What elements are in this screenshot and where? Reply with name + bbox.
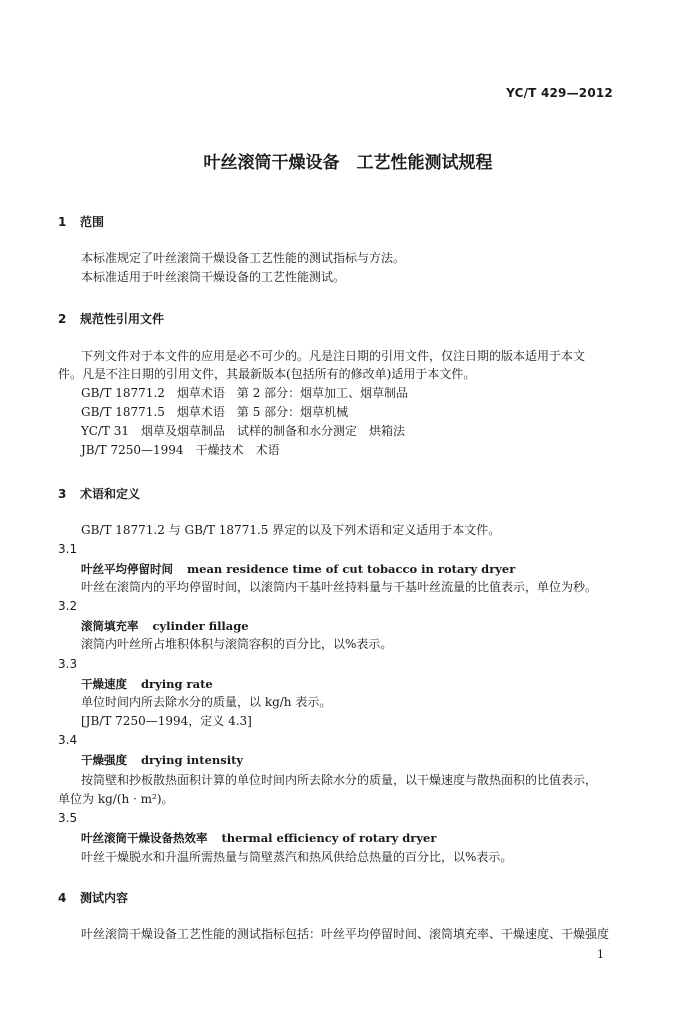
page-number: 1 [597, 948, 604, 961]
term-chinese: 干燥强度 [81, 753, 127, 767]
section-title: 范围 [80, 215, 105, 229]
section-number: 4 [58, 891, 67, 905]
term-entry [81, 618, 249, 634]
paragraph: 叶丝滚筒干燥设备工艺性能的测试指标包括：叶丝平均停留时间、滚筒填充率、干燥速度、干燥强度 [81, 927, 610, 941]
section-number: 3 [58, 487, 67, 501]
term-english: drying rate [141, 677, 213, 691]
term-chinese: 滚筒填充率 [81, 619, 139, 633]
clause-number: 3.1 [58, 542, 78, 556]
term-chinese: 叶丝平均停留时间 [81, 562, 173, 576]
term-definition: 按筒壁和抄板散热面积计算的单位时间内所去除水分的质量，以干燥速度与散热面积的比值表示， [81, 773, 598, 787]
paragraph: 件。凡是不注日期的引用文件，其最新版本(包括所有的修改单)适用于本文件。 [58, 367, 476, 381]
clause-number: 3.2 [58, 599, 78, 613]
reference-item: JB/T 7250—1994 干燥技术 术语 [81, 443, 280, 457]
clause-number: 3.5 [58, 811, 78, 825]
term-chinese: 干燥速度 [81, 677, 127, 691]
paragraph: 下列文件对于本文件的应用是必不可少的。凡是注日期的引用文件，仅注日期的版本适用于本文 [81, 349, 586, 363]
section-3-heading [58, 485, 140, 502]
clause-number: 3.3 [58, 657, 78, 671]
paragraph: 本标准规定了叶丝滚筒干燥设备工艺性能的测试指标与方法。 [81, 251, 406, 265]
section-number: 2 [58, 312, 67, 326]
term-english: mean residence time of cut tobacco in rotary dryer [187, 562, 516, 576]
section-title: 术语和定义 [80, 487, 141, 501]
term-entry [81, 752, 243, 768]
term-definition: 叶丝在滚筒内的平均停留时间，以滚筒内干基叶丝持料量与干基叶丝流量的比值表示，单位为秒。 [81, 580, 598, 594]
section-1-heading [58, 213, 104, 230]
paragraph: 本标准适用于叶丝滚筒干燥设备的工艺性能测试。 [81, 270, 346, 284]
term-source: [JB/T 7250—1994，定义 4.3] [81, 714, 252, 728]
term-definition: 单位时间内所去除水分的质量，以 kg/h 表示。 [81, 695, 332, 709]
term-entry [81, 830, 436, 846]
paragraph: GB/T 18771.2 与 GB/T 18771.5 界定的以及下列术语和定义适用于本文件。 [81, 523, 501, 537]
term-english: drying intensity [141, 753, 244, 767]
section-title: 规范性引用文件 [80, 312, 165, 326]
standard-id: YC/T 429—2012 [506, 86, 613, 100]
section-4-heading [58, 889, 128, 906]
term-english: thermal efficiency of rotary dryer [221, 831, 437, 845]
section-title: 测试内容 [80, 891, 129, 905]
term-definition: 单位为 kg/(h · m²)。 [58, 792, 174, 806]
term-definition: 滚筒内叶丝所占堆积体积与滚筒容积的百分比，以%表示。 [81, 637, 393, 651]
clause-number: 3.4 [58, 733, 78, 747]
reference-item: GB/T 18771.2 烟草术语 第 2 部分：烟草加工、烟草制品 [81, 386, 409, 400]
term-definition: 叶丝干燥脱水和升温所需热量与筒壁蒸汽和热风供给总热量的百分比，以%表示。 [81, 850, 513, 864]
reference-item: GB/T 18771.5 烟草术语 第 5 部分：烟草机械 [81, 405, 349, 419]
reference-item: YC/T 31 烟草及烟草制品 试样的制备和水分测定 烘箱法 [81, 424, 406, 438]
term-chinese: 叶丝滚筒干燥设备热效率 [81, 831, 208, 845]
term-english: cylinder fillage [152, 619, 249, 633]
section-2-heading [58, 310, 164, 327]
term-entry [81, 561, 515, 577]
section-number: 1 [58, 215, 67, 229]
term-entry [81, 676, 213, 692]
document-title: 叶丝滚筒干燥设备 工艺性能测试规程 [203, 153, 493, 173]
